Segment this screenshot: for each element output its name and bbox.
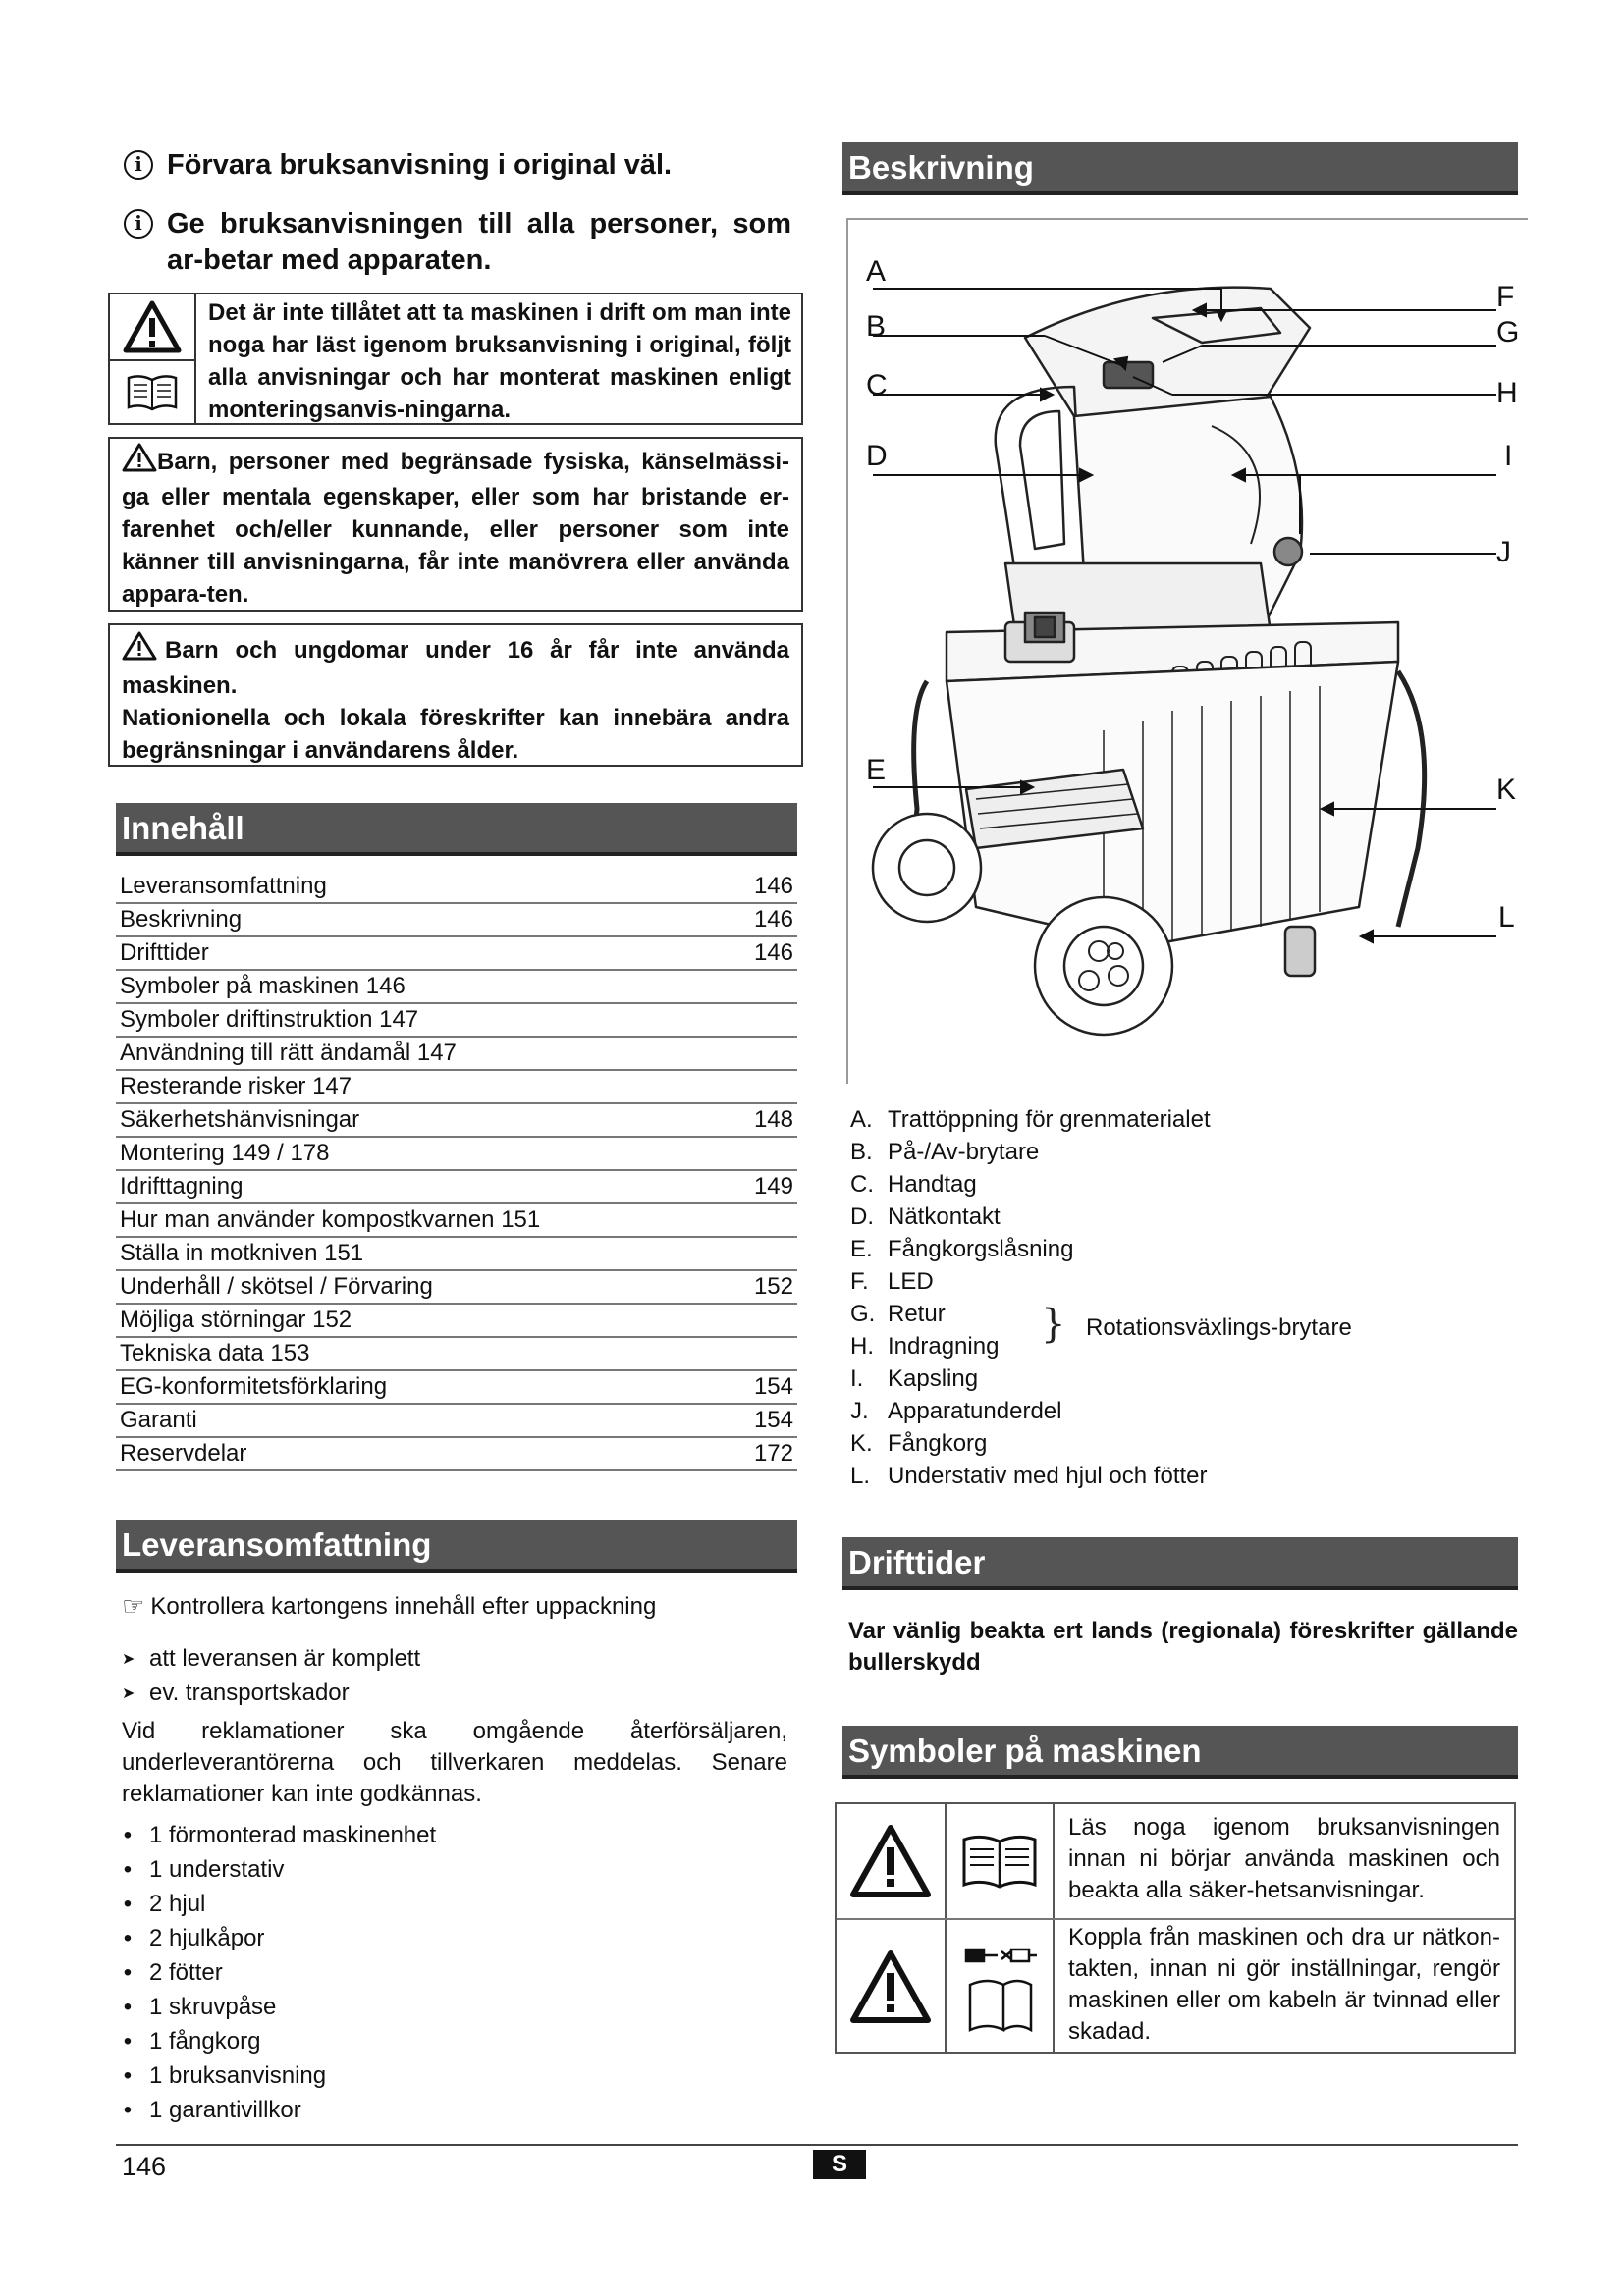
list-item: • 1 fångkorg <box>123 2027 261 2055</box>
diagram-label: G <box>1496 316 1520 348</box>
toc-heading: Innehåll <box>116 803 797 856</box>
description-list <box>850 1103 1518 1492</box>
list-item: C. Handtag <box>850 1171 977 1198</box>
warning-triangle-icon <box>837 1804 947 1918</box>
delivery-content <box>122 1590 799 2127</box>
list-item: • 1 förmonterad maskinenhet <box>123 1821 437 1848</box>
list-item: • 1 garantivillkor <box>123 2096 301 2123</box>
toc-row[interactable]: Idrifttagning 149 <box>116 1171 797 1204</box>
toc-row[interactable]: Resterande risker 147 <box>116 1071 797 1104</box>
delivery-items <box>122 1818 799 2127</box>
unplug-manual-icon <box>947 1920 1055 2054</box>
list-item: • 1 skruvpåse <box>123 1993 277 2020</box>
info-icon: i <box>124 150 153 180</box>
description-heading: Beskrivning <box>842 142 1518 195</box>
symbols-table <box>835 1802 1516 2054</box>
toc-row[interactable]: Möjliga störningar 152 <box>116 1305 797 1338</box>
list-item: • 2 hjul <box>123 1890 206 1917</box>
machine-diagram <box>846 218 1528 1084</box>
operating-times-heading: Drifttider <box>842 1537 1518 1590</box>
list-item: L. Understativ med hjul och fötter <box>850 1463 1208 1489</box>
toc-row[interactable]: EG-konformitetsförklaring 154 <box>116 1371 797 1405</box>
brace-icon: } <box>1041 1302 1066 1347</box>
list-item: D. Nätkontakt <box>850 1203 1001 1230</box>
symbol-text: Läs noga igenom bruksanvisningen innan ni börjar använda maskinen och beakta alla säker-hetsanvisningar. <box>1068 1814 1500 1903</box>
list-item: • 1 understativ <box>123 1855 285 1883</box>
age-warning-line-2: Nationionella och lokala föreskrifter kan innebära andra begränsningar i användarens ålder. <box>122 705 789 764</box>
diagram-label: K <box>1496 774 1517 806</box>
list-item: H. Indragning <box>850 1333 1000 1360</box>
claims-text: Vid reklamationer ska omgående återförsäljaren, underleverantörerna och tillverkaren meddelas. Senare reklamationer kan inte godkännas. <box>122 1718 787 1807</box>
info-icon: i <box>124 209 153 239</box>
toc-row[interactable]: Drifttider 146 <box>116 937 797 971</box>
toc-row[interactable]: Garanti 154 <box>116 1405 797 1438</box>
toc-row[interactable]: Beskrivning 146 <box>116 904 797 937</box>
list-item: • 1 bruksanvisning <box>123 2061 327 2089</box>
toc-row[interactable]: Säkerhetshänvisningar 148 <box>116 1104 797 1138</box>
list-item: B. På-/Av-brytare <box>850 1139 1040 1165</box>
manual-warning-text: Det är inte tillåtet att ta maskinen i drift om man inte noga har läst igenom bruksanvisning i original, följt alla anvisningar och har monterat maskinen enligt monteringsanvis-ningarna. <box>208 299 791 423</box>
check-contents-text: Kontrollera kartongens innehåll efter uppackning <box>150 1593 657 1620</box>
diagram-label: J <box>1496 536 1511 568</box>
delivery-heading: Leveransomfattning <box>116 1520 797 1573</box>
diagram-label: A <box>866 255 887 288</box>
pointing-hand-icon: ☞ <box>122 1592 145 1622</box>
diagram-label: D <box>866 440 888 472</box>
brace-label: Rotationsväxlings-brytare <box>1086 1314 1352 1341</box>
toc-row[interactable]: Underhåll / skötsel / Förvaring 152 <box>116 1271 797 1305</box>
footer-rule <box>116 2144 1518 2146</box>
diagram-label: H <box>1496 377 1518 409</box>
list-item: F. LED <box>850 1268 934 1295</box>
symbols-heading: Symboler på maskinen <box>842 1726 1518 1779</box>
manual-book-icon <box>110 361 194 423</box>
toc-list <box>116 871 797 1471</box>
manual-book-icon <box>947 1804 1055 1918</box>
list-item: G. Retur <box>850 1301 946 1327</box>
info-line-1: i Förvara bruksanvisning i original väl. <box>124 147 791 184</box>
toc-row[interactable]: Montering 149 / 178 <box>116 1138 797 1171</box>
list-item: J. Apparatunderdel <box>850 1398 1062 1424</box>
info-line-2: i Ge bruksanvisningen till alla personer, som ar-betar med apparaten. <box>124 206 791 279</box>
toc-row[interactable]: Tekniska data 153 <box>116 1338 797 1371</box>
page-number: 146 <box>122 2152 167 2181</box>
language-badge: S <box>813 2150 866 2179</box>
list-item: • 2 hjulkåpor <box>123 1924 265 1951</box>
arrow-bullet-icon: ➤ <box>122 1684 135 1702</box>
list-item: ➤ ev. transportskador <box>122 1679 350 1706</box>
warning-triangle-icon <box>837 1920 947 2054</box>
list-item: I. Kapsling <box>850 1365 979 1392</box>
children-warning-text: Barn, personer med begränsade fysiska, känselmässi-ga eller mentala egenskaper, eller som har bristande er-farenhet och/eller kunnande, eller personer som inte känner till anvisningarna, får inte manövrera eller använda appara-ten. <box>122 449 789 608</box>
symbol-row <box>837 1920 1514 2054</box>
children-warning-box <box>108 437 803 612</box>
symbol-row <box>837 1804 1514 1920</box>
age-warning-line-1: Barn och ungdomar under 16 år får inte använda maskinen. <box>122 637 789 699</box>
warning-triangle-icon <box>122 631 157 669</box>
diagram-label: F <box>1496 281 1515 313</box>
list-item: K. Fångkorg <box>850 1430 988 1457</box>
symbol-text: Koppla från maskinen och dra ur nätkon-takten, innan ni gör inställningar, rengör maskinen eller om kabeln är tvinnad eller skadad. <box>1068 1924 1500 2045</box>
diagram-label: E <box>866 754 887 786</box>
toc-row[interactable]: Symboler på maskinen 146 <box>116 971 797 1004</box>
arrow-bullet-icon: ➤ <box>122 1650 135 1668</box>
manual-warning-box <box>108 293 803 425</box>
list-item: • 2 fötter <box>123 1958 223 1986</box>
list-item: A. Trattöppning för grenmaterialet <box>850 1106 1211 1133</box>
toc-row[interactable]: Hur man använder kompostkvarnen 151 <box>116 1204 797 1238</box>
warning-triangle-icon <box>110 294 194 361</box>
warning-triangle-icon <box>122 443 157 481</box>
age-warning-box <box>108 623 803 767</box>
toc-row[interactable]: Leveransomfattning 146 <box>116 871 797 904</box>
list-item: E. Fångkorgslåsning <box>850 1236 1074 1262</box>
toc-row[interactable]: Ställa in motkniven 151 <box>116 1238 797 1271</box>
diagram-label: I <box>1504 440 1513 472</box>
diagram-label: C <box>866 369 888 401</box>
operating-times-text: Var vänlig beakta ert lands (regionala) föreskrifter gällande bullerskydd <box>848 1618 1518 1676</box>
toc-row[interactable]: Reservdelar 172 <box>116 1438 797 1471</box>
toc-row[interactable]: Användning till rätt ändamål 147 <box>116 1038 797 1071</box>
diagram-label: B <box>866 310 887 343</box>
diagram-label: L <box>1498 901 1515 934</box>
toc-row[interactable]: Symboler driftinstruktion 147 <box>116 1004 797 1038</box>
list-item: ➤ att leveransen är komplett <box>122 1644 421 1672</box>
